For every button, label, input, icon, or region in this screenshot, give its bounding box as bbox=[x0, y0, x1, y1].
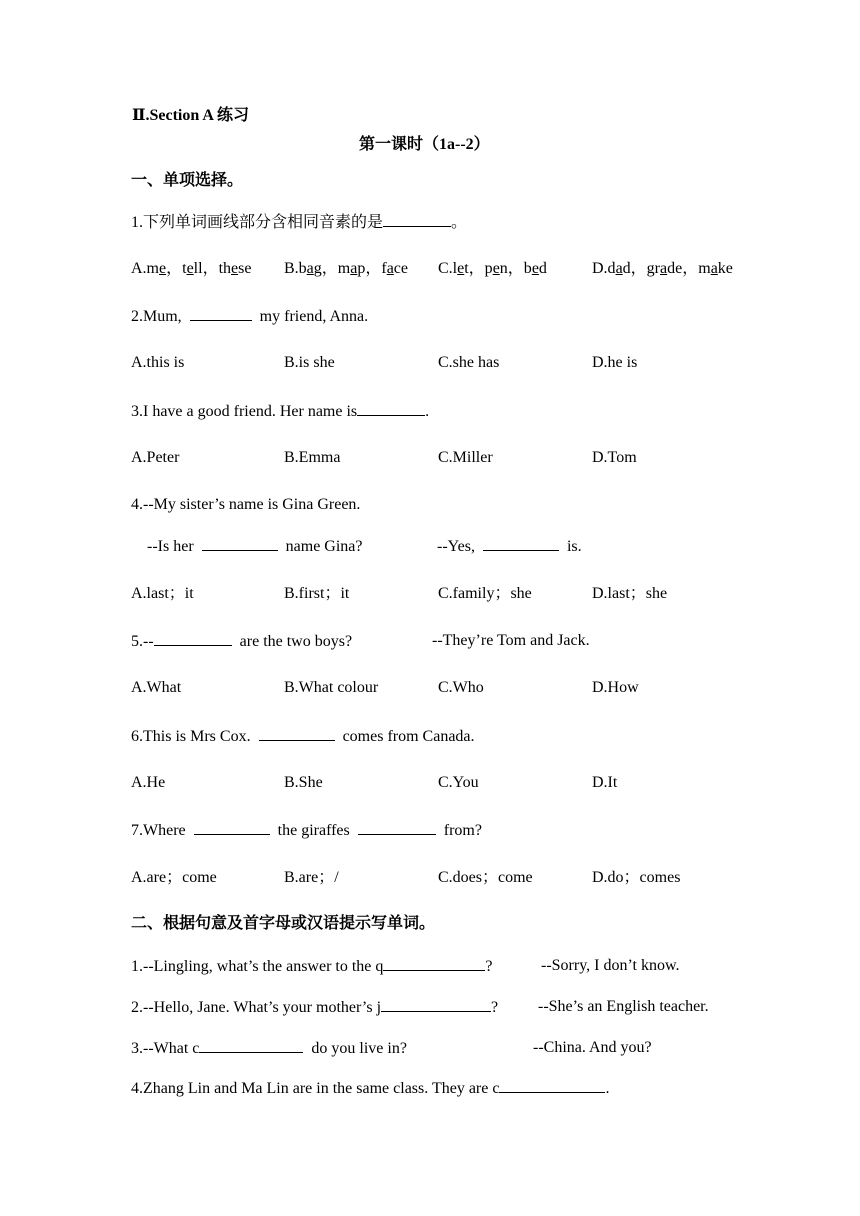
q1-option-d[interactable]: D.dad，grade，make bbox=[592, 260, 733, 277]
part1-heading: 一、单项选择。 bbox=[131, 172, 244, 189]
q7-option-a[interactable]: A.are；come bbox=[131, 869, 217, 886]
q5-option-b[interactable]: B.What colour bbox=[284, 679, 379, 696]
question-1: 1.下列单词画线部分含相同音素的是 。 bbox=[131, 214, 468, 231]
answer-blank[interactable] bbox=[194, 820, 270, 835]
part2-heading: 二、根据句意及首字母或汉语提示写单词。 bbox=[131, 915, 436, 932]
q7-option-c[interactable]: C.does；come bbox=[438, 869, 533, 886]
q4-option-b[interactable]: B.first；it bbox=[284, 585, 350, 602]
question-5: 5.-- are the two boys? bbox=[131, 633, 353, 650]
q2-option-d[interactable]: D.he is bbox=[592, 354, 638, 371]
fill-question-1-reply: --Sorry, I don’t know. bbox=[541, 957, 680, 974]
answer-blank[interactable] bbox=[357, 401, 425, 416]
q3-option-c[interactable]: C.Miller bbox=[438, 449, 493, 466]
answer-blank[interactable] bbox=[483, 536, 559, 551]
q7-option-d[interactable]: D.do；comes bbox=[592, 869, 681, 886]
q3-option-b[interactable]: B.Emma bbox=[284, 449, 341, 466]
answer-blank[interactable] bbox=[154, 631, 232, 646]
answer-blank[interactable] bbox=[499, 1078, 605, 1093]
q5-option-c[interactable]: C.Who bbox=[438, 679, 484, 696]
q4-option-d[interactable]: D.last；she bbox=[592, 585, 668, 602]
fill-question-2-reply: --She’s an English teacher. bbox=[538, 998, 709, 1015]
q1-option-c[interactable]: C.let，pen，bed bbox=[438, 260, 547, 277]
q6-option-b[interactable]: B.She bbox=[284, 774, 323, 791]
question-4-dialog-b: --Yes, is. bbox=[437, 538, 582, 555]
q6-option-a[interactable]: A.He bbox=[131, 774, 166, 791]
fill-question-3-reply: --China. And you? bbox=[533, 1039, 652, 1056]
question-4: 4.--My sister’s name is Gina Green. bbox=[131, 496, 361, 513]
q2-option-c[interactable]: C.she has bbox=[438, 354, 500, 371]
answer-blank[interactable] bbox=[383, 212, 451, 227]
section-title: Ⅱ.Section A 练习 bbox=[132, 107, 250, 124]
q3-option-a[interactable]: A.Peter bbox=[131, 449, 180, 466]
q6-option-d[interactable]: D.It bbox=[592, 774, 618, 791]
question-2: 2.Mum, my friend, Anna. bbox=[131, 308, 369, 325]
fill-question-2: 2.--Hello, Jane. What’s your mother’s j ? bbox=[131, 999, 499, 1016]
question-7: 7.Where the giraffes from? bbox=[131, 822, 482, 839]
answer-blank[interactable] bbox=[259, 726, 335, 741]
q5-option-a[interactable]: A.What bbox=[131, 679, 182, 696]
q1-option-a[interactable]: A.me，tell，these bbox=[131, 260, 252, 277]
q6-option-c[interactable]: C.You bbox=[438, 774, 479, 791]
question-6: 6.This is Mrs Cox. comes from Canada. bbox=[131, 728, 475, 745]
q2-option-b[interactable]: B.is she bbox=[284, 354, 335, 371]
q4-option-c[interactable]: C.family；she bbox=[438, 585, 532, 602]
answer-blank[interactable] bbox=[190, 306, 252, 321]
q5-option-d[interactable]: D.How bbox=[592, 679, 639, 696]
answer-blank[interactable] bbox=[381, 997, 491, 1012]
fill-question-3: 3.--What c do you live in? bbox=[131, 1040, 407, 1057]
answer-blank[interactable] bbox=[383, 956, 485, 971]
answer-blank[interactable] bbox=[199, 1038, 303, 1053]
q4-option-a[interactable]: A.last；it bbox=[131, 585, 194, 602]
answer-blank[interactable] bbox=[358, 820, 436, 835]
q1-option-b[interactable]: B.bag，map，face bbox=[284, 260, 408, 277]
question-4-dialog-a: --Is her name Gina? bbox=[147, 538, 363, 555]
answer-blank[interactable] bbox=[202, 536, 278, 551]
q3-option-d[interactable]: D.Tom bbox=[592, 449, 637, 466]
question-3: 3.I have a good friend. Her name is . bbox=[131, 403, 430, 420]
q7-option-b[interactable]: B.are；/ bbox=[284, 869, 339, 886]
lesson-title: 第一课时（1a--2） bbox=[359, 136, 490, 153]
question-5-reply: --They’re Tom and Jack. bbox=[432, 632, 590, 649]
q2-option-a[interactable]: A.this is bbox=[131, 354, 185, 371]
fill-question-4: 4.Zhang Lin and Ma Lin are in the same class. They are c . bbox=[131, 1080, 610, 1097]
fill-question-1: 1.--Lingling, what’s the answer to the q ? bbox=[131, 958, 493, 975]
